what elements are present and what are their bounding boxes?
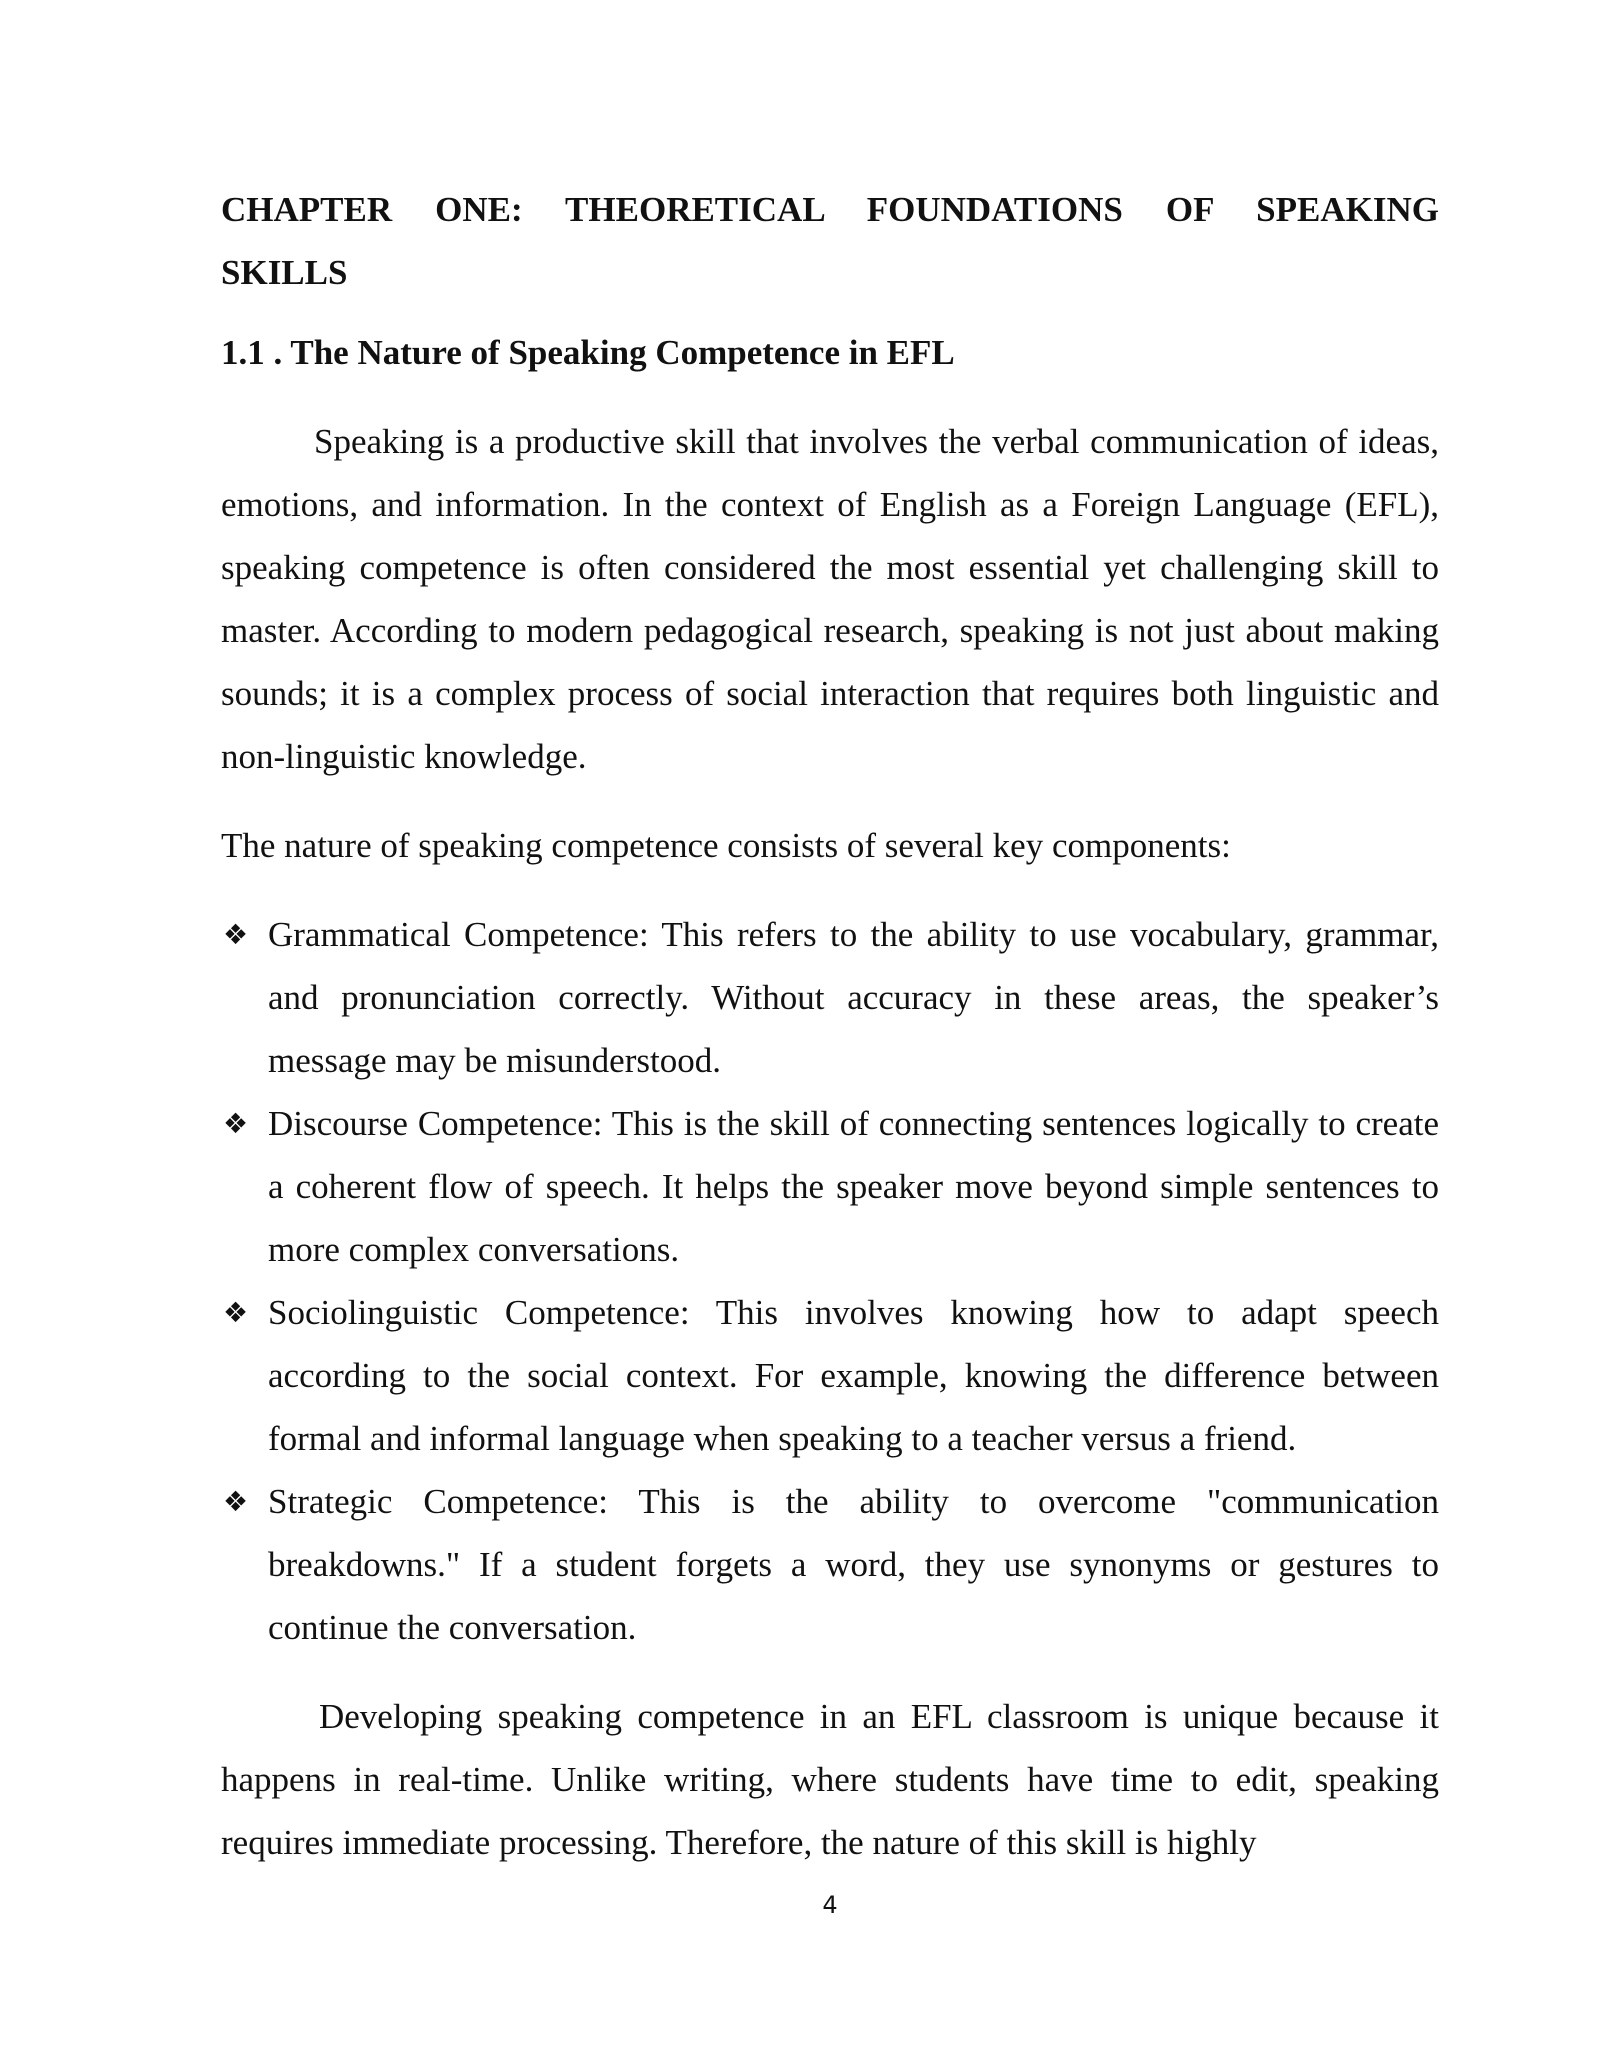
paragraph-components-lead: The nature of speaking competence consists of several key components: [221, 826, 1231, 865]
paragraph-closing: Developing speaking competence in an EFL classroom is unique because it happens in real-time. Unlike writing, where students have time to edit, speaking requires immediate processing. Therefore, the nature of this skill is highly [221, 1697, 1439, 1862]
list-item-discourse [221, 1092, 1439, 1281]
diamond-quad-icon: ❖ [223, 918, 249, 951]
page-number: 4 [822, 1891, 838, 1919]
list-item-strategic [221, 1470, 1439, 1659]
section-title: The Nature of Speaking Competence in EFL [290, 333, 955, 372]
section-number: 1.1 . [221, 333, 283, 372]
components-list [221, 903, 1439, 1659]
diamond-quad-icon: ❖ [223, 1485, 249, 1518]
list-item-text: Grammatical Competence: This refers to the ability to use vocabulary, grammar, and pronunciation correctly. Without accuracy in these areas, the speaker’s message may be misunderstood. [268, 915, 1439, 1080]
section-heading [221, 330, 1439, 376]
list-item-sociolinguistic [221, 1281, 1439, 1470]
diamond-quad-icon: ❖ [223, 1107, 249, 1140]
list-item-text: Sociolinguistic Competence: This involves knowing how to adapt speech according to the social context. For example, knowing the difference between formal and informal language when speaking to a teacher versus a friend. [268, 1293, 1439, 1458]
list-item-text: Strategic Competence: This is the ability to overcome "communication breakdowns." If a student forgets a word, they use synonyms or gestures to continue the conversation. [268, 1482, 1439, 1647]
page-content [221, 178, 1439, 1874]
paragraph-intro: Speaking is a productive skill that involves the verbal communication of ideas, emotions, and information. In the context of English as a Foreign Language (EFL), speaking competence is often considered the most essential yet challenging skill to master. According to modern pedagogical research, speaking is not just about making sounds; it is a complex process of social interaction that requires both linguistic and non-linguistic knowledge. [221, 422, 1439, 776]
diamond-quad-icon: ❖ [223, 1296, 249, 1329]
list-item-grammatical [221, 903, 1439, 1092]
chapter-title: CHAPTER ONE: THEORETICAL FOUNDATIONS OF SPEAKING SKILLS [221, 190, 1439, 292]
list-item-text: Discourse Competence: This is the skill of connecting sentences logically to create a coherent flow of speech. It helps the speaker move beyond simple sentences to more complex conversations. [268, 1104, 1439, 1269]
